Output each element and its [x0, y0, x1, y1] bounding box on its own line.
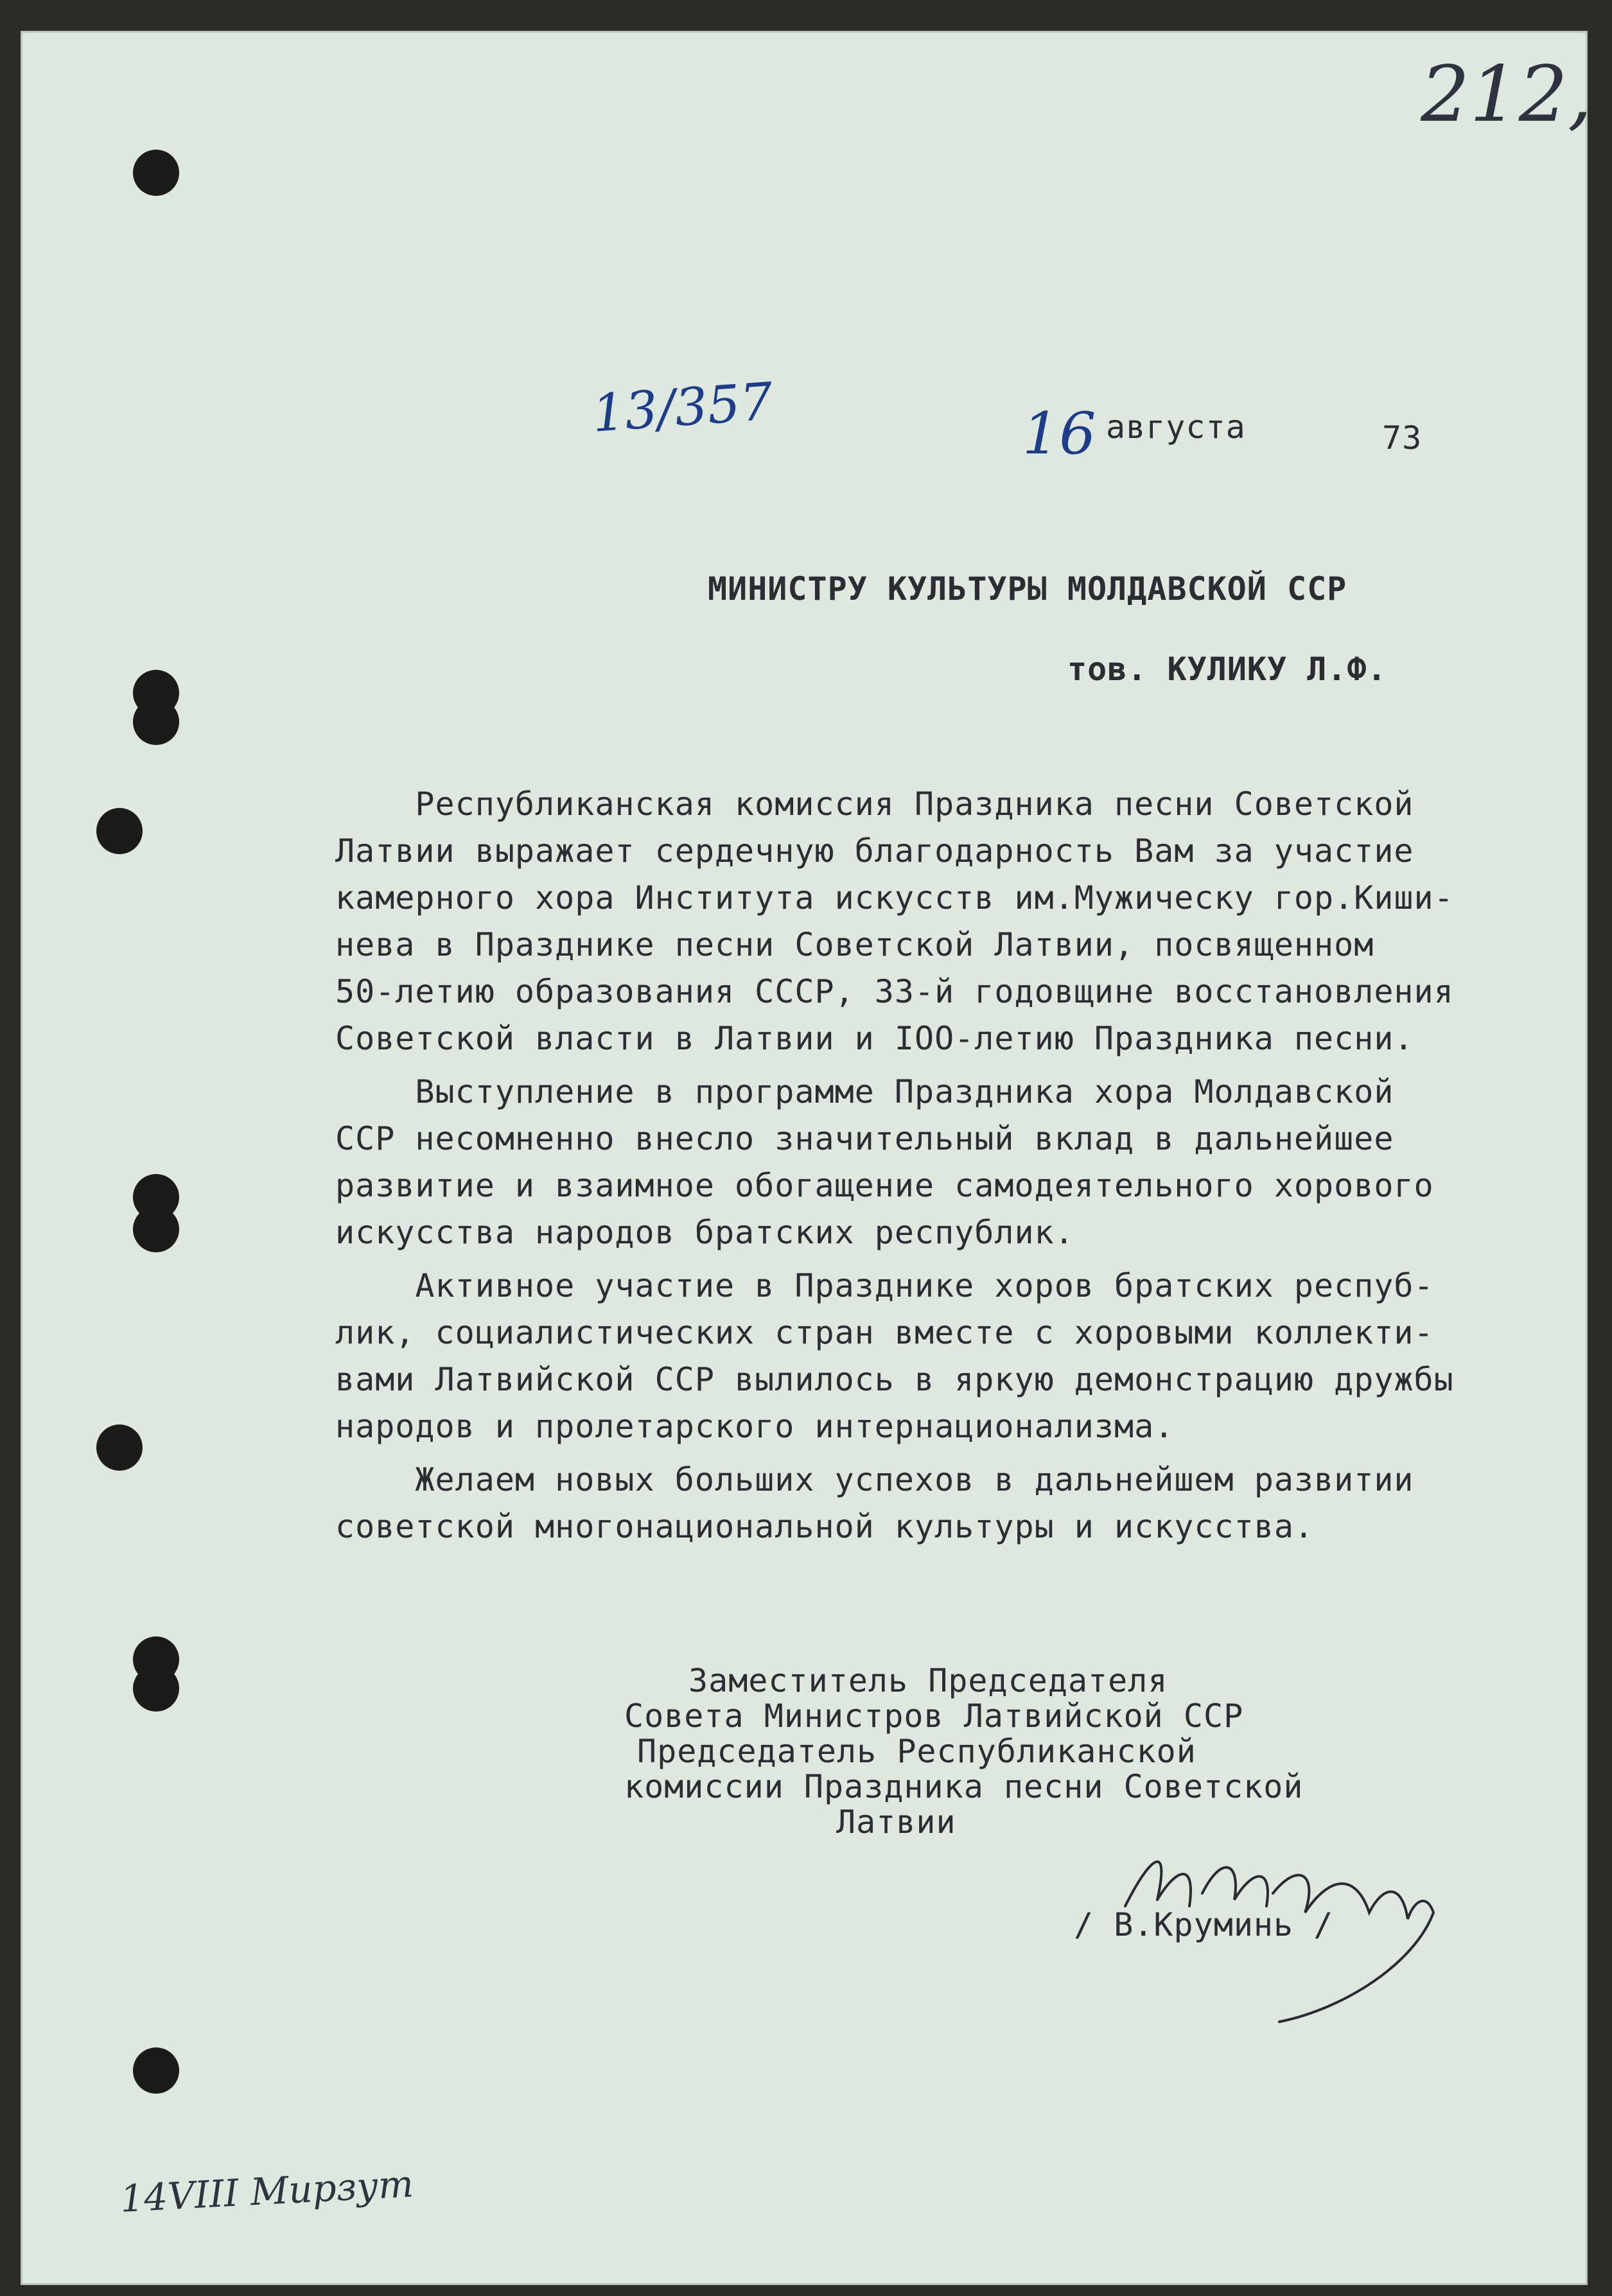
body-line: Выступление в программе Праздника хора Молдавской — [335, 1073, 1394, 1110]
signatory-title-line: Председатель Республиканской — [637, 1733, 1196, 1770]
punch-hole — [133, 1206, 179, 1252]
registration-number: 13/357 — [590, 371, 775, 444]
date-year: 73 — [1382, 419, 1423, 457]
body-line: нева в Празднике песни Советской Латвии, посвященном — [335, 926, 1374, 963]
addressee-line-1: МИНИСТРУ КУЛЬТУРЫ МОЛДАВСКОЙ ССР — [708, 570, 1347, 608]
body-line: лик, социалистических стран вместе с хоровыми коллекти- — [335, 1314, 1434, 1351]
document-sheet — [21, 31, 1593, 2285]
punch-hole — [133, 1665, 179, 1712]
body-line: Активное участие в Празднике хоров братских респуб- — [335, 1267, 1434, 1304]
body-line: Латвии выражает сердечную благодарность Вам за участие — [335, 832, 1414, 870]
punch-hole — [133, 699, 179, 745]
body-line: народов и пролетарского интернационализма. — [335, 1408, 1175, 1445]
punch-hole — [133, 150, 179, 196]
signatory-title-line: комиссии Праздника песни Советской — [624, 1768, 1304, 1805]
margin-note: 14VIII Мирзут — [119, 2162, 415, 2221]
punch-hole — [96, 1424, 143, 1471]
body-line: советской многонациональной культуры и искусства. — [335, 1508, 1315, 1545]
punch-hole — [133, 2047, 179, 2094]
body-line: искусства народов братских республик. — [335, 1214, 1074, 1251]
signatory-title-line: Латвии — [836, 1803, 956, 1841]
body-line: камерного хора Института искусств им.Мужическу гор.Киши- — [335, 879, 1454, 916]
body-line: вами Латвийской ССР вылилось в яркую демонстрацию дружбы — [335, 1361, 1454, 1398]
body-line: Желаем новых больших успехов в дальнейшем развитии — [335, 1461, 1414, 1498]
date-day: 16 — [1022, 400, 1096, 468]
body-line: Советской власти в Латвии и IOO-летию Праздника песни. — [335, 1020, 1414, 1057]
punch-hole — [96, 808, 143, 854]
body-line: 50-летию образования СССР, 33-й годовщине восстановления — [335, 973, 1454, 1010]
body-line: ССР несомненно внесло значительный вклад в дальнейшее — [335, 1120, 1394, 1157]
addressee-line-2: тов. КУЛИКУ Л.Ф. — [1067, 651, 1387, 688]
signatory-name: / В.Круминь / — [1074, 1906, 1334, 1943]
body-line: развитие и взаимное обогащение самодеятельного хорового — [335, 1167, 1434, 1204]
signatory-title-line: Заместитель Председателя — [688, 1662, 1168, 1699]
archive-page-number: 212, — [1421, 50, 1593, 139]
body-line: Республиканская комиссия Праздника песни Советской — [335, 785, 1414, 823]
signatory-title-line: Совета Министров Латвийской ССР — [624, 1697, 1244, 1735]
date-month: августа — [1106, 408, 1246, 446]
